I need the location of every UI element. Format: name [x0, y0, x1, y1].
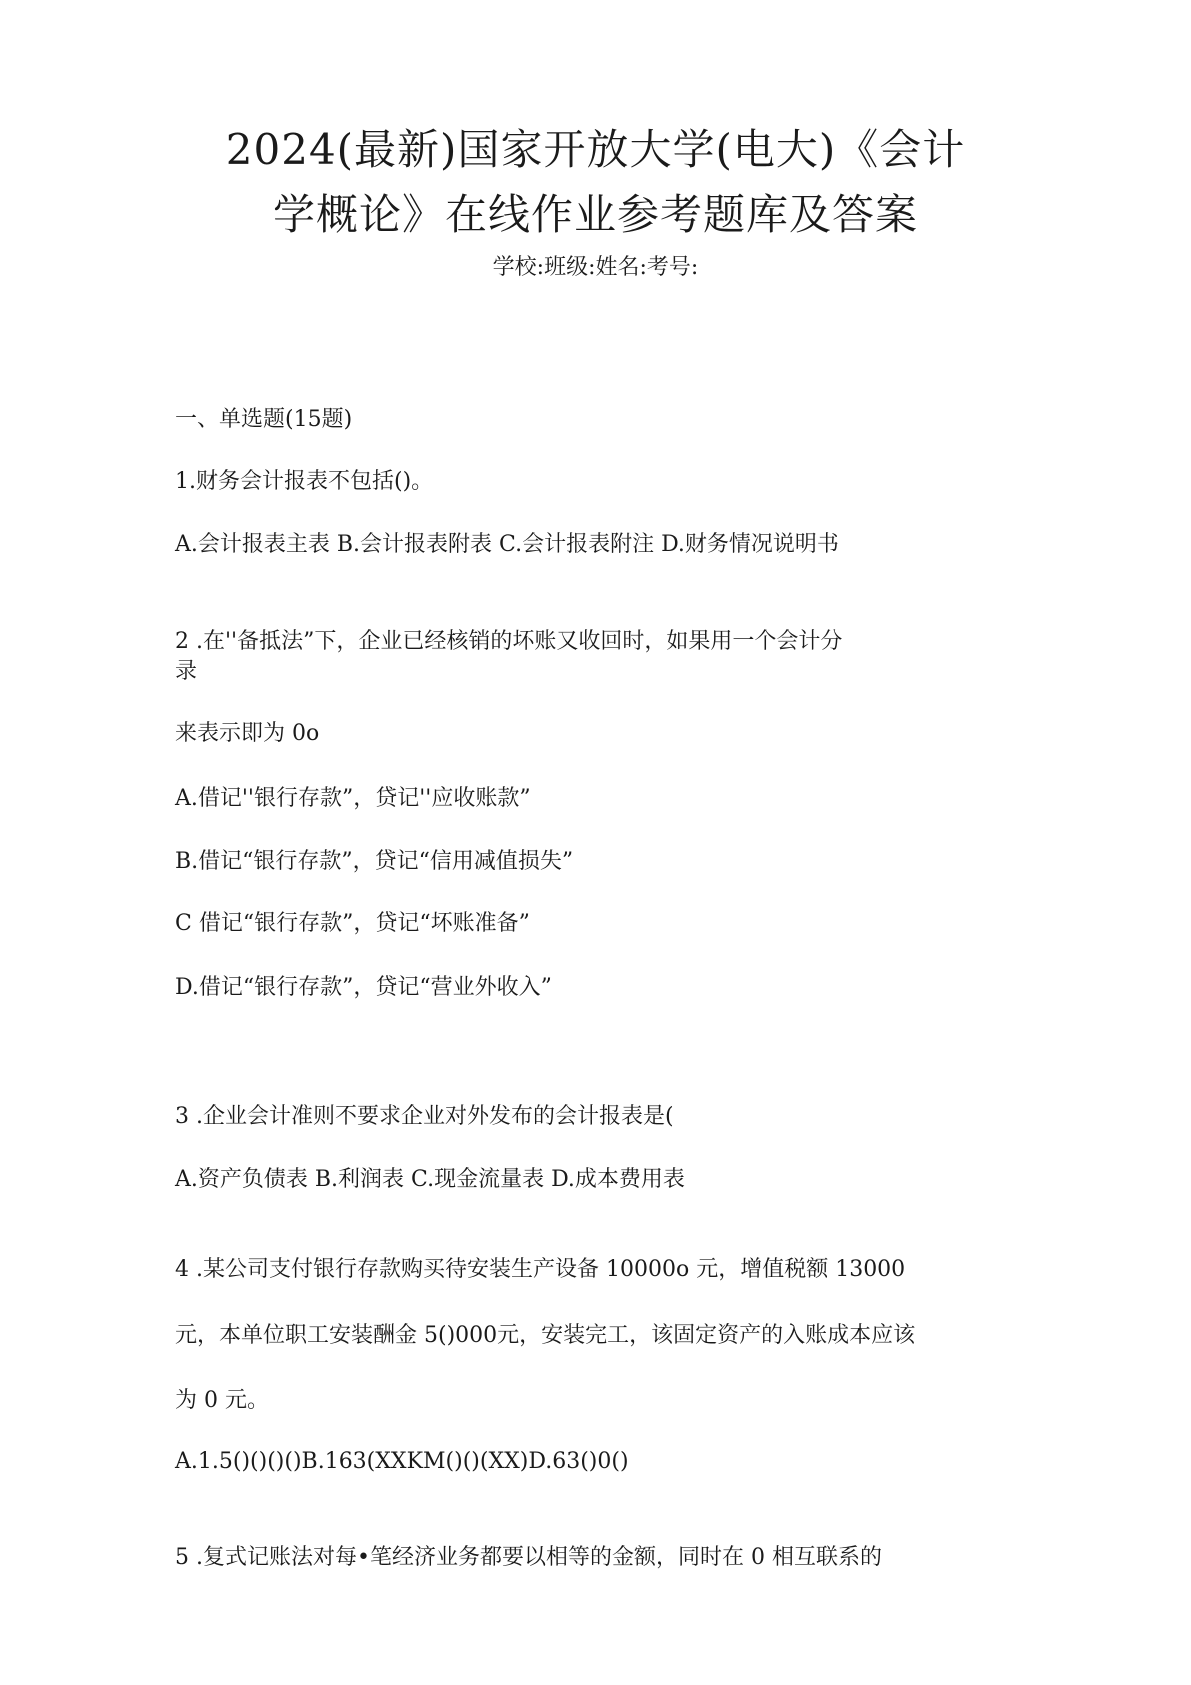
- question-4-options: A.1.5()()()()B.163(XXKM()()(XX)D.63()0(): [175, 1449, 629, 1474]
- question-2-option-a: A.借记''银行存款”，贷记''应收账款”: [175, 786, 531, 811]
- section-heading: 一、单选题(15题): [175, 407, 353, 432]
- document-title-line-2: 学概论》在线作业参考题库及答案: [272, 190, 918, 239]
- student-info-line: 学校:班级:姓名:考号:: [492, 255, 699, 280]
- question-5-stem-line-1: 5 .复式记账法对每•笔经济业务都要以相等的金额，同时在 0 相互联系的: [175, 1545, 882, 1570]
- question-2-option-d: D.借记“银行存款”，贷记“营业外收入”: [175, 975, 552, 1000]
- question-3-options: A.资产负债表 B.利润表 C.现金流量表 D.成本费用表: [175, 1167, 685, 1192]
- document-title-line-1: 2024(最新)国家开放大学(电大)《会计: [225, 125, 966, 174]
- question-2-stem-line-3: 来表示即为 0o: [175, 721, 320, 746]
- question-4-stem-line-3: 为 0 元。: [175, 1388, 269, 1413]
- question-2-option-c: C 借记“银行存款”，贷记“坏账准备”: [175, 911, 530, 936]
- question-2-stem-line-2: 录: [175, 659, 198, 684]
- question-2-stem-line-1: 2 .在''备抵法”下，企业已经核销的坏账又收回时，如果用一个会计分: [175, 629, 843, 654]
- question-2-option-b: B.借记“银行存款”，贷记“信用减值损失”: [175, 849, 574, 874]
- question-4-stem-line-1: 4 .某公司支付银行存款购买待安装生产设备 10000o 元，增值税额 13000: [175, 1257, 906, 1282]
- question-1-stem: 1.财务会计报表不包括()。: [175, 469, 434, 494]
- question-4-stem-line-2: 元，本单位职工安装酬金 5()000元，安装完工，该固定资产的入账成本应该: [175, 1323, 916, 1348]
- question-1-options: A.会计报表主表 B.会计报表附表 C.会计报表附注 D.财务情况说明书: [175, 532, 839, 557]
- question-3-stem: 3 .企业会计准则不要求企业对外发布的会计报表是(: [175, 1104, 674, 1129]
